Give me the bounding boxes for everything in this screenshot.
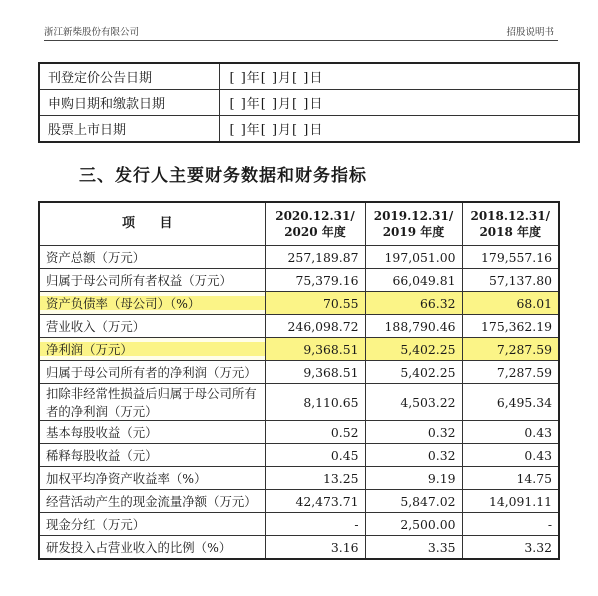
row-value: 66,049.81 bbox=[365, 269, 462, 292]
table-row bbox=[39, 421, 559, 444]
row-value: 197,051.00 bbox=[365, 246, 462, 269]
table-row bbox=[39, 338, 559, 361]
financial-table-body bbox=[39, 246, 559, 560]
row-value: 3.32 bbox=[462, 536, 559, 560]
row-value: 7,287.59 bbox=[462, 338, 559, 361]
row-value: 0.52 bbox=[265, 421, 365, 444]
row-value: 42,473.71 bbox=[265, 490, 365, 513]
row-value: - bbox=[462, 513, 559, 536]
row-label: 现金分红（万元） bbox=[39, 513, 265, 536]
row-value: 9,368.51 bbox=[265, 361, 365, 384]
row-value: 75,379.16 bbox=[265, 269, 365, 292]
row-value: 66.32 bbox=[365, 292, 462, 315]
period-header-2020 bbox=[265, 202, 365, 246]
table-row bbox=[39, 292, 559, 315]
table-row bbox=[39, 467, 559, 490]
period-year: 2019 年度 bbox=[382, 225, 445, 239]
row-value: 257,189.87 bbox=[265, 246, 365, 269]
period-date: 2018.12.31/ bbox=[470, 208, 551, 223]
row-value: 0.45 bbox=[265, 444, 365, 467]
schedule-value: [ ]年[ ]月[ ]日 bbox=[219, 116, 579, 143]
row-label: 扣除非经常性损益后归属于母公司所有者的净利润（万元） bbox=[39, 384, 265, 421]
row-value: 57,137.80 bbox=[462, 269, 559, 292]
table-row bbox=[39, 315, 559, 338]
row-label: 研发投入占营业收入的比例（%） bbox=[39, 536, 265, 560]
page-header bbox=[44, 24, 554, 40]
financial-table bbox=[38, 201, 560, 560]
row-label: 基本每股收益（元） bbox=[39, 421, 265, 444]
row-label: 稀释每股收益（元） bbox=[39, 444, 265, 467]
period-date: 2020.12.31/ bbox=[275, 208, 355, 223]
row-label: 加权平均净资产收益率（%） bbox=[39, 467, 265, 490]
table-row bbox=[39, 269, 559, 292]
row-value: 0.32 bbox=[365, 444, 462, 467]
row-label: 归属于母公司所有者权益（万元） bbox=[39, 269, 265, 292]
row-value: 3.35 bbox=[365, 536, 462, 560]
row-value: 8,110.65 bbox=[265, 384, 365, 421]
company-name: 浙江新柴股份有限公司 bbox=[44, 27, 140, 38]
row-value: 0.43 bbox=[462, 444, 559, 467]
document-type: 招股说明书 bbox=[506, 27, 554, 38]
row-value: 179,557.16 bbox=[462, 246, 559, 269]
row-value: 175,362.19 bbox=[462, 315, 559, 338]
header-rule bbox=[44, 40, 558, 41]
row-value: 5,402.25 bbox=[365, 361, 462, 384]
period-year: 2020 年度 bbox=[284, 225, 346, 239]
table-row bbox=[39, 536, 559, 560]
table-row bbox=[39, 513, 559, 536]
row-value: 0.43 bbox=[462, 421, 559, 444]
row-value: 3.16 bbox=[265, 536, 365, 560]
row-value: 246,098.72 bbox=[265, 315, 365, 338]
table-header-row bbox=[39, 202, 559, 246]
period-date: 2019.12.31/ bbox=[373, 208, 454, 223]
schedule-value: [ ]年[ ]月[ ]日 bbox=[219, 63, 579, 90]
period-year: 2018 年度 bbox=[479, 225, 542, 239]
schedule-value: [ ]年[ ]月[ ]日 bbox=[219, 90, 579, 116]
row-label: 资产负债率（母公司）（%） bbox=[39, 292, 265, 315]
schedule-label: 申购日期和缴款日期 bbox=[39, 90, 219, 116]
item-column-header: 项 目 bbox=[39, 202, 265, 246]
row-label: 资产总额（万元） bbox=[39, 246, 265, 269]
table-row bbox=[39, 490, 559, 513]
row-value: 5,847.02 bbox=[365, 490, 462, 513]
row-value: 14,091.11 bbox=[462, 490, 559, 513]
schedule-label: 股票上市日期 bbox=[39, 116, 219, 143]
schedule-row bbox=[39, 90, 579, 116]
row-value: 188,790.46 bbox=[365, 315, 462, 338]
table-row bbox=[39, 361, 559, 384]
period-header-2018 bbox=[462, 202, 559, 246]
row-value: 7,287.59 bbox=[462, 361, 559, 384]
row-label: 净利润（万元） bbox=[39, 338, 265, 361]
row-value: 68.01 bbox=[462, 292, 559, 315]
row-value: 14.75 bbox=[462, 467, 559, 490]
schedule-label: 刊登定价公告日期 bbox=[39, 63, 219, 90]
row-value: 9.19 bbox=[365, 467, 462, 490]
row-label: 营业收入（万元） bbox=[39, 315, 265, 338]
schedule-row bbox=[39, 116, 579, 143]
row-label: 归属于母公司所有者的净利润（万元） bbox=[39, 361, 265, 384]
row-value: - bbox=[265, 513, 365, 536]
row-value: 6,495.34 bbox=[462, 384, 559, 421]
table-row bbox=[39, 444, 559, 467]
row-value: 0.32 bbox=[365, 421, 462, 444]
row-value: 70.55 bbox=[265, 292, 365, 315]
row-value: 13.25 bbox=[265, 467, 365, 490]
row-value: 9,368.51 bbox=[265, 338, 365, 361]
schedule-table bbox=[38, 62, 580, 143]
row-value: 4,503.22 bbox=[365, 384, 462, 421]
section-title: 三、发行人主要财务数据和财务指标 bbox=[79, 166, 367, 186]
row-value: 5,402.25 bbox=[365, 338, 462, 361]
row-label: 经营活动产生的现金流量净额（万元） bbox=[39, 490, 265, 513]
row-value: 2,500.00 bbox=[365, 513, 462, 536]
schedule-row bbox=[39, 63, 579, 90]
table-row bbox=[39, 246, 559, 269]
table-row bbox=[39, 384, 559, 421]
period-header-2019 bbox=[365, 202, 462, 246]
